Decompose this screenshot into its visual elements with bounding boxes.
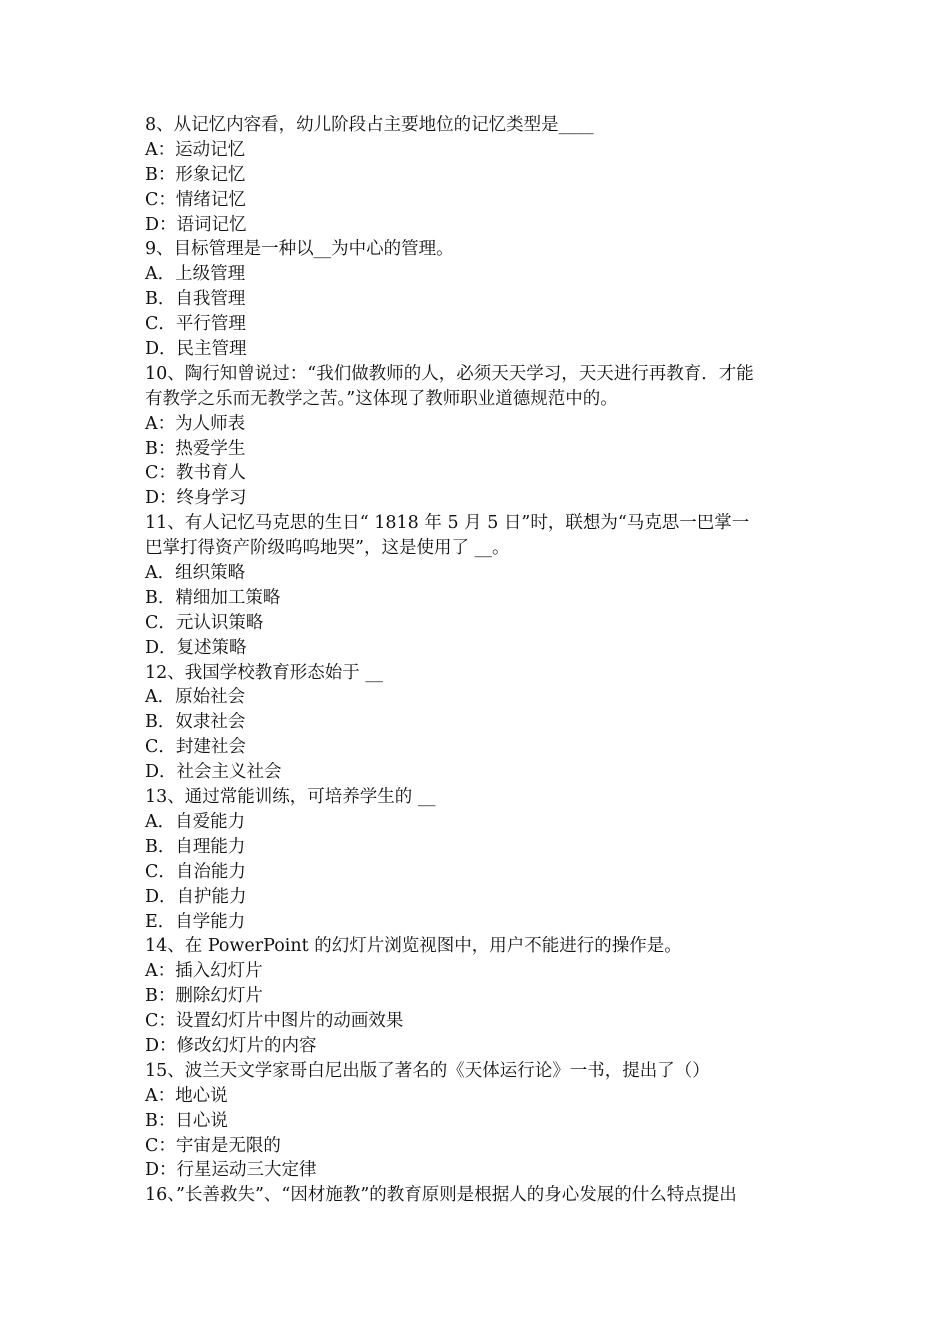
option-10c: C：教书育人 [145, 463, 246, 484]
option-13d: D．自护能力 [145, 886, 247, 907]
option-13a: A．自爱能力 [145, 811, 246, 832]
question-14: 14、在 PowerPoint 的幻灯片浏览视图中，用户不能进行的操作是。 [145, 936, 682, 957]
question-list [145, 113, 810, 1208]
question-11: 11、有人记忆马克思的生日“ 1818 年 5 月 5 日”时，联想为“马克思一巴掌一 [145, 513, 750, 534]
option-11b: B．精细加工策略 [145, 587, 281, 608]
option-10a: A：为人师表 [145, 413, 246, 434]
option-14d: D：修改幻灯片的内容 [145, 1035, 317, 1056]
option-9b: B．自我管理 [145, 289, 246, 310]
option-14a: A：插入幻灯片 [145, 961, 263, 982]
option-9a: A．上级管理 [145, 264, 246, 285]
question-13: 13、通过常能训练，可培养学生的 __ [145, 787, 436, 808]
option-8b: B：形象记忆 [145, 164, 246, 185]
option-15a: A：地心说 [145, 1085, 228, 1106]
option-12a: A．原始社会 [145, 687, 246, 708]
option-12b: B．奴隶社会 [145, 712, 246, 733]
option-12c: C．封建社会 [145, 737, 246, 758]
option-13b: B．自理能力 [145, 836, 246, 857]
option-8a: A：运动记忆 [145, 139, 246, 160]
option-13e: E．自学能力 [145, 911, 246, 932]
question-15: 15、波兰天文学家哥白尼出版了著名的《天体运行论》一书，提出了（） [145, 1060, 710, 1081]
option-8c: C：情绪记忆 [145, 189, 246, 210]
option-9c: C．平行管理 [145, 314, 246, 335]
option-15d: D：行星运动三大定律 [145, 1160, 317, 1181]
question-12: 12、我国学校教育形态始于 __ [145, 662, 383, 683]
option-15c: C：宇宙是无限的 [145, 1135, 281, 1156]
question-8: 8、从记忆内容看，幼儿阶段占主要地位的记忆类型是____ [145, 115, 594, 135]
question-16: 16、”长善救失”、“因材施教”的教育原则是根据人的身心发展的什么特点提出 [145, 1185, 737, 1206]
option-11d: D．复述策略 [145, 637, 247, 658]
option-10b: B：热爱学生 [145, 438, 246, 459]
question-10-cont: 有教学之乐而无教学之苦。”这体现了教师职业道德规范中的。 [145, 388, 618, 409]
option-13c: C．自治能力 [145, 861, 246, 882]
option-11a: A．组织策略 [145, 563, 246, 584]
option-8d: D：语词记忆 [145, 214, 247, 235]
option-14b: B：删除幻灯片 [145, 986, 263, 1007]
question-11-cont: 巴掌打得资产阶级呜呜地哭”，这是使用了 __。 [145, 538, 510, 559]
option-15b: B：日心说 [145, 1110, 228, 1131]
option-14c: C：设置幻灯片中图片的动画效果 [145, 1011, 404, 1032]
option-9d: D．民主管理 [145, 339, 247, 360]
question-10: 10、陶行知曾说过：“我们做教师的人，必须天天学习，天天进行再教育．才能 [145, 363, 754, 384]
option-11c: C．元认识策略 [145, 612, 264, 633]
option-10d: D：终身学习 [145, 488, 247, 509]
question-9: 9、目标管理是一种以__为中心的管理。 [145, 239, 454, 260]
option-12d: D．社会主义社会 [145, 762, 282, 783]
